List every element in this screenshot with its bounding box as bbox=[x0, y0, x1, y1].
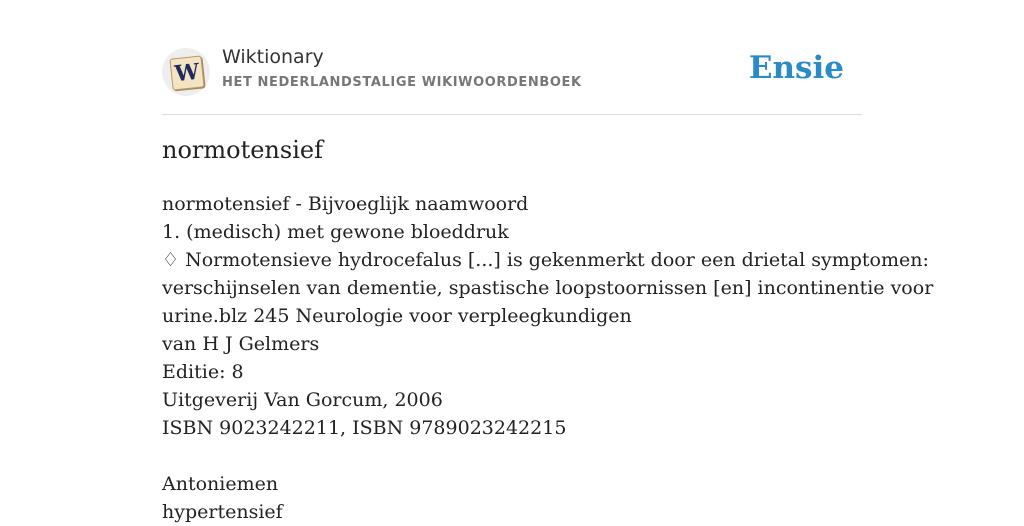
ensie-brand-logo[interactable]: Ensie bbox=[748, 50, 844, 86]
page-title: normotensief bbox=[162, 136, 323, 164]
site-header bbox=[162, 44, 862, 115]
example-quote-line: ♢ Normotensieve hydrocefalus [...] is gekenmerkt door een drietal symptomen: bbox=[162, 249, 929, 271]
definition-heading: normotensief - Bijvoeglijk naamwoord bbox=[162, 193, 529, 215]
definition-sense: 1. (medisch) met gewone bloeddruk bbox=[162, 221, 509, 243]
site-title[interactable]: Wiktionary bbox=[222, 46, 324, 68]
antonyms-heading: Antoniemen bbox=[162, 473, 279, 495]
example-quote-line: verschijnselen van dementie, spastische loopstoornissen [en] incontinentie voor bbox=[162, 277, 934, 299]
spacer bbox=[162, 442, 862, 470]
example-quote-line: urine.blz 245 Neurologie voor verpleegkundigen bbox=[162, 305, 632, 327]
logo-tile: W bbox=[169, 55, 204, 90]
antonym-item: hypertensief bbox=[162, 501, 283, 523]
definition-content bbox=[162, 190, 934, 526]
site-subtitle: HET NEDERLANDSTALIGE WIKIWOORDENBOEK bbox=[222, 75, 582, 90]
page bbox=[162, 0, 934, 523]
source-author: van H J Gelmers bbox=[162, 333, 320, 355]
source-publisher: Uitgeverij Van Gorcum, 2006 bbox=[162, 389, 443, 411]
wiktionary-logo-icon[interactable] bbox=[162, 48, 210, 96]
source-isbn: ISBN 9023242211, ISBN 9789023242215 bbox=[162, 417, 567, 439]
source-edition: Editie: 8 bbox=[162, 361, 244, 383]
